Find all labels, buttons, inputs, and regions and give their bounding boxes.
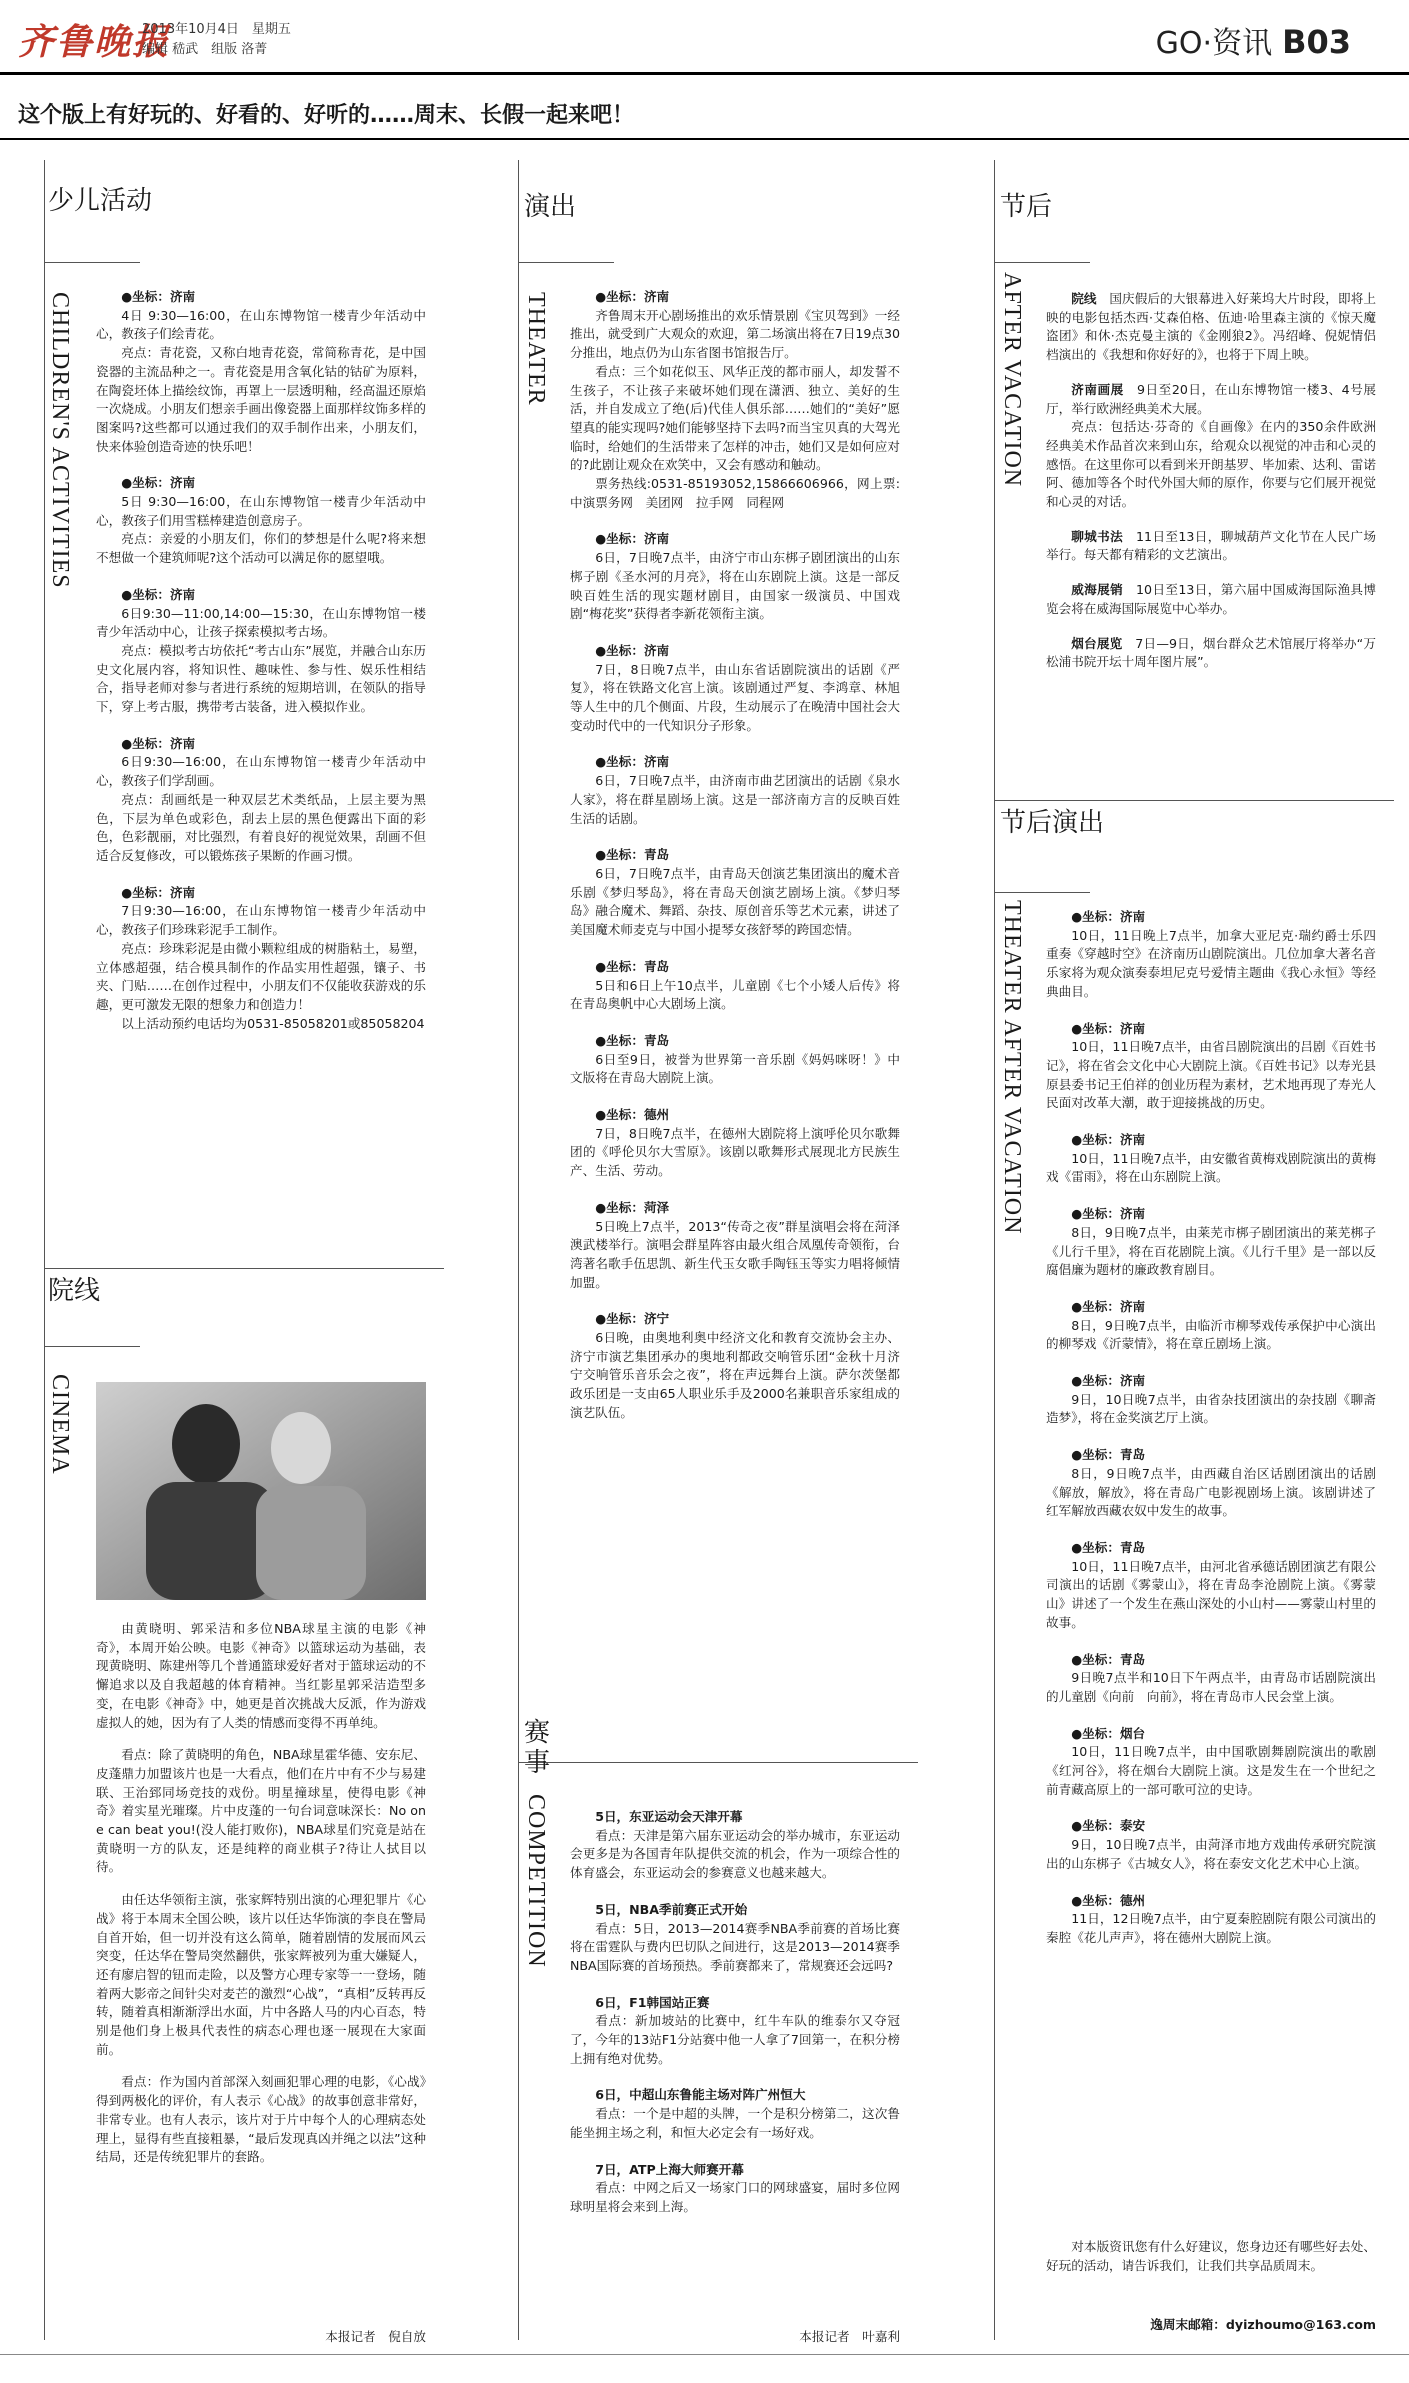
theater-item-text: 7日，8日晚7点半，在德州大剧院将上演呼伦贝尔歌舞团的《呼伦贝尔大雪原》。该剧以歌舞形式展现北方民族生产、生活、劳动。 [570, 1125, 900, 1179]
theater-after-item-text: 10日，11日晚7点半，由省吕剧院演出的吕剧《百姓书记》，将在省会文化中心大剧院上演。《百姓书记》以寿光县原县委书记王伯祥的创业历程为素材，艺术地再现了寿光人民面对改革大潮，敢于迎接挑战的历史。 [1046, 1039, 1376, 1111]
theater-after-item [1046, 1725, 1376, 1800]
theater-after-item-heading: ●坐标：泰安 [1071, 1818, 1146, 1834]
col3-left-rule [994, 160, 995, 2340]
theater-after-item [1046, 1131, 1376, 1187]
after-vacation-english-label: AFTER VACATION [999, 272, 1025, 488]
theater-english-label: THEATER [523, 292, 549, 406]
theater-item-heading: ●坐标：青岛 [595, 1032, 670, 1048]
theater-item [570, 846, 900, 940]
after-vacation-item [1046, 635, 1376, 672]
theater-item-text: 6日晚，由奥地利奥中经济文化和教育交流协会主办、济宁市演艺集团承办的奥地利都政交响管乐团“金秋十月济宁交响管乐音乐会之夜”，将在声远舞台上演。萨尔茨堡都政乐团是一支由65人职业乐手及2000名兼职音乐家组成的演艺队伍。 [570, 1330, 900, 1420]
competition-english-label: COMPETITION [523, 1794, 549, 1968]
cinema-label-rule [44, 1346, 140, 1347]
theater-item-text: 票务热线:0531-85193052,15866606966，网上票:中演票务网 美团网 拉手网 同程网 [570, 476, 900, 510]
theater-after-item-heading: ●坐标：青岛 [1071, 1539, 1146, 1555]
theater-label-rule [518, 262, 614, 263]
theater-item-heading: ●坐标：济南 [595, 754, 670, 770]
theater-after-item-heading: ●坐标：德州 [1071, 1892, 1146, 1908]
children-item-text: 7日9:30—16:00，在山东博物馆一楼青少年活动中心，教孩子们珍珠彩泥手工制作。 [96, 903, 426, 938]
after-vacation-item [1046, 581, 1376, 618]
children-item [96, 288, 426, 456]
children-item-heading: ●坐标：济南 [121, 586, 196, 602]
children-label: 少儿活动 [48, 186, 153, 216]
children-item [96, 735, 426, 866]
issue-date: 2013年10月4日 星期五 [142, 22, 291, 37]
after-vacation-item-text: 院线 国庆假后的大银幕进入好莱坞大片时段，即将上映的电影包括杰西·艾森伯格、伍迪·哈里森主演的《惊天魔盗团》和休·杰克曼主演的《金刚狼2》。冯绍峰、倪妮情侣档演出的《我想和你好好的》，也将于下周上映。 [1046, 291, 1376, 363]
cinema-paragraph: 由黄晓明、郭采洁和多位NBA球星主演的电影《神奇》，本周开始公映。电影《神奇》以篮球运动为基础，表现黄晓明、陈建州等几个普通篮球爱好者对于篮球运动的不懈追求以及自我超越的体育精神。当红影星郭采洁造型多变，在电影《神奇》中，她更是首次挑战大反派，作为游戏虚拟人的她，因为有了人类的情感而变得不再单纯。 [96, 1621, 426, 1730]
closing-note [1046, 2238, 1376, 2289]
children-item-text: 6日9:30—11:00,14:00—15:30，在山东博物馆一楼青少年活动中心，让孩子探索模拟考古场。 [96, 605, 426, 640]
theater-after-item-text: 10日，11日晚7点半，由安徽省黄梅戏剧院演出的黄梅戏《雷雨》，将在山东剧院上演。 [1046, 1150, 1376, 1185]
after-vacation-label: 节后 [1000, 192, 1053, 222]
theater-after-item-text: 9日，10日晚7点半，由菏泽市地方戏曲传承研究院演出的山东梆子《古城女人》，将在泰安文化艺术中心上演。 [1046, 1837, 1376, 1871]
theater-after-item [1046, 1651, 1376, 1707]
theater-after-item [1046, 1020, 1376, 1114]
after-vacation-item-heading: 院线 [1071, 291, 1110, 306]
cinema-paragraph: 看点：除了黄晓明的角色，NBA球星霍华德、安东尼、皮蓬鼎力加盟该片也是一大看点，他们在片中有不少与易建联、王治郅同场竞技的戏份。明星撞球星，使得电影《神奇》着实星光璀璨。片中皮蓬的一句台词意味深长：No one can beat you!(没人能打败你)，NBA球星们究竟是站在黄晓明一方的队友，还是纯粹的商业棋子?待让人拭目以待。 [96, 1747, 426, 1875]
email-line: 逸周末邮箱：dyizhoumo@163.com [1150, 2317, 1376, 2332]
theater-item [570, 958, 900, 1014]
theater-after-item-text: 10日，11日晚7点半，由中国歌剧舞剧院演出的歌剧《红河谷》，将在烟台大剧院上演。这是发生在一个世纪之前青藏高原上的一部可歌可泣的史诗。 [1046, 1744, 1376, 1797]
closing-text: 对本版资讯您有什么好建议，您身边还有哪些好去处、好玩的活动，请告诉我们，让我们共享品质周末。 [1046, 2239, 1376, 2273]
theater-item-heading: ●坐标：菏泽 [595, 1199, 670, 1215]
competition-item [570, 1901, 900, 1976]
theater-after-item [1046, 1205, 1376, 1280]
theater-item-text: 6日，7日晚7点半，由济宁市山东梆子剧团演出的山东梆子剧《圣水河的月亮》，将在山东剧院上演。这是一部反映百姓生活的现实题材剧目，由国家一级演员、中国戏剧“梅花奖”获得者李新花领衔主演。 [570, 550, 900, 622]
theater-item-text: 6日，7日晚7点半，由济南市曲艺团演出的话剧《泉水人家》，将在群星剧场上演。这是一部济南方言的反映百姓生活的话剧。 [570, 773, 900, 826]
children-item-text: 以上活动预约电话均为0531-85058201或85058204 [121, 1015, 425, 1031]
theater-after-item-heading: ●坐标：济南 [1071, 1298, 1146, 1314]
newspaper-logo: 齐鲁晚报 [18, 21, 171, 63]
competition-listings [570, 1808, 900, 2320]
children-item [96, 474, 426, 568]
cinema-articles [96, 1620, 426, 2320]
masthead [0, 0, 1409, 72]
competition-divider [518, 1762, 918, 1763]
theater-item [570, 1106, 900, 1181]
after-vacation-item-text: 聊城书法 11日至13日，聊城葫芦文化节在人民广场举行。每天都有精彩的文艺演出。 [1046, 528, 1376, 563]
cinema-divider [44, 1268, 444, 1269]
theater-item-heading: ●坐标：济宁 [595, 1311, 670, 1327]
section-title [1156, 18, 1351, 62]
competition-item [570, 1808, 900, 1883]
col1-left-rule [44, 160, 45, 2340]
theater-after-item-text: 8日，9日晚7点半，由临沂市柳琴戏传承保护中心演出的柳琴戏《沂蒙情》，将在章丘剧场上演。 [1046, 1317, 1376, 1352]
page-headline: 这个版上有好玩的、好看的、好听的……周末、长假一起来吧！ [18, 103, 635, 128]
bottom-rule [0, 2354, 1409, 2355]
children-item [96, 586, 426, 717]
competition-item-heading: 5日，NBA季前赛正式开始 [595, 1901, 748, 1917]
theater-after-item-heading: ●坐标：烟台 [1071, 1725, 1146, 1741]
theater-item [570, 530, 900, 624]
theater-item [570, 1310, 900, 1422]
theater-item-heading: ●坐标：济南 [595, 531, 670, 547]
section-name: GO·资讯 [1155, 26, 1273, 61]
theater-after-item-heading: ●坐标：青岛 [1071, 1447, 1146, 1463]
children-item [96, 884, 426, 1034]
theater-item-heading: ●坐标：济南 [595, 289, 670, 304]
theater-after-item-heading: ●坐标：济南 [1071, 1206, 1146, 1222]
competition-item-text: 看点：新加坡站的比赛中，红牛车队的维泰尔又夺冠了，今年的13站F1分站赛中他一人拿了7回第一，在积分榜上拥有绝对优势。 [570, 2013, 900, 2066]
children-english-label: CHILDREN'S ACTIVITIES [47, 292, 73, 589]
cinema-paragraph: 由任达华领衔主演，张家辉特别出演的心理犯罪片《心战》将于本周末全国公映，该片以任达华饰演的李良在警局自首开始，但一切并没有这么简单，随着剧情的发展而风云突变，任达华在警局突然翻供，张家辉被列为重大嫌疑人，还有廖启智的钮而走险，以及警方心理专家等一一登场，随着两大影帝之间针尖对麦芒的激烈“心战”，“真相”反转再反转，随着真相渐渐浮出水面，片中各路人马的内心百态，特别是他们身上极具代表性的病态心理也逐一展现在大家面前。 [96, 1892, 426, 2057]
theater-after-item [1046, 1446, 1376, 1521]
competition-item-text: 看点：一个是中超的头牌，一个是积分榜第二，这次鲁能坐拥主场之利，和恒大必定会有一场好戏。 [570, 2106, 900, 2140]
movie-still-photo [96, 1382, 426, 1600]
competition-item-heading: 6日，中超山东鲁能主场对阵广州恒大 [595, 2087, 806, 2103]
theater-item [570, 753, 900, 828]
children-item-heading: ●坐标：济南 [121, 475, 196, 491]
col2-left-rule [518, 160, 519, 2340]
theater-item-text: 5日和6日上午10点半，儿童剧《七个小矮人后传》将在青岛奥帆中心大剧场上演。 [570, 977, 900, 1012]
children-item-text: 5日 9:30—16:00，在山东博物馆一楼青少年活动中心，教孩子们用雪糕棒建造创意房子。 [96, 494, 426, 528]
theater-after-item-text: 11日，12日晚7点半，由宁夏秦腔剧院有限公司演出的秦腔《花儿声声》，将在德州大剧院上演。 [1046, 1911, 1376, 1945]
theater-listings [570, 288, 900, 1738]
after-vacation-item-heading: 威海展销 [1071, 582, 1137, 598]
competition-item-heading: 6日，F1韩国站正赛 [595, 1994, 710, 2010]
theater-item [570, 1032, 900, 1088]
theater-item [570, 288, 900, 512]
cinema-english-label: CINEMA [47, 1374, 73, 1475]
children-item-text: 亮点：模拟考古坊依托“考古山东”展览，并融合山东历史文化展内容，将知识性、趣味性、参与性、娱乐性相结合，指导老师对参与者进行系统的短期培训，在领队的指导下，穿上考古服，携带考古装备，进入模拟作业。 [96, 642, 426, 715]
theater-after-divider [994, 800, 1394, 801]
theater-item [570, 642, 900, 736]
after-vacation-item-text: 威海展销 10日至13日，第六届中国威海国际渔具博览会将在威海国际展览中心举办。 [1046, 582, 1376, 616]
theater-after-item-text: 8日，9日晚7点半，由莱芜市梆子剧团演出的莱芜梆子《儿行千里》，将在百花剧院上演。《儿行千里》是一部以反腐倡廉为题材的廉政教育剧目。 [1046, 1224, 1376, 1278]
children-item-text: 亮点：亲爱的小朋友们，你们的梦想是什么呢?将来想不想做一个建筑师呢?这个活动可以满足你的愿望哦。 [96, 531, 426, 566]
competition-item [570, 2161, 900, 2217]
after-vacation-listings [1046, 290, 1376, 810]
theater-item [570, 1199, 900, 1293]
theater-after-item [1046, 1539, 1376, 1633]
theater-after-item [1046, 1298, 1376, 1354]
theater-after-item-text: 8日，9日晚7点半，由西藏自治区话剧团演出的话剧《解放，解放》，将在青岛广电影视剧场上演。该剧讲述了红军解放西藏农奴中发生的故事。 [1046, 1465, 1376, 1519]
theater-item-text: 6日，7日晚7点半，由青岛天创演艺集团演出的魔术音乐剧《梦归琴岛》，将在青岛天创演艺剧场上演。《梦归琴岛》融合魔术、舞蹈、杂技、原创音乐等艺术元素，讲述了美国魔术师麦克与中国小提琴女孩舒琴的跨国恋情。 [570, 865, 900, 938]
cinema-reporter: 本报记者 倪自放 [325, 2329, 426, 2344]
after-vacation-item-heading: 济南画展 [1071, 381, 1137, 397]
competition-reporter: 本报记者 叶嘉利 [799, 2329, 900, 2344]
theater-after-english-label: THEATER AFTER VACATION [999, 900, 1025, 1235]
after-vacation-item [1046, 528, 1376, 565]
theater-item-text: 7日，8日晚7点半，由山东省话剧院演出的话剧《严复》，将在铁路文化宫上演。该剧通过严复、李鸿章、林旭等人生中的几个侧面、片段，生动展示了在晚清中国社会大变动时代中的一代知识分子形象。 [570, 661, 900, 733]
theater-item-text: 5日晚上7点半，2013“传奇之夜”群星演唱会将在菏泽澳武楼举行。演唱会群星阵容由最火组合凤凰传奇领衔，台湾著名歌手伍思凯、新生代玉女歌手陶钰玉等实力唱将倾情加盟。 [570, 1218, 900, 1290]
cinema-label: 院线 [48, 1276, 101, 1306]
after-vacation-item-text: 济南画展 9日至20日，在山东博物馆一楼3、4号展厅，举行欧洲经典美术大展。 [1046, 381, 1376, 416]
competition-item-text: 看点：5日，2013—2014赛季NBA季前赛的首场比赛将在雷霆队与费内巴切队之间进行，这是2013—2014赛季NBA国际赛的首场预热。季前赛都来了，常规赛还会远吗? [570, 1920, 900, 1973]
theater-item-heading: ●坐标：济南 [595, 642, 670, 658]
editors-line: 编辑 嵇武 组版 洛菁 [142, 42, 268, 57]
children-item-text: 亮点：珍珠彩泥是由微小颗粒组成的树脂粘土，易塑，立体感超强，结合模具制作的作品实用性超强，镶子、书夹、门贴……在创作过程中，小朋友们不仅能收获游戏的乐趣，更可激发无限的想象力和创造力！ [96, 940, 426, 1012]
theater-after-item [1046, 1372, 1376, 1428]
after-vacation-item-text: 烟台展览 7日—9日，烟台群众艺术馆展厅将举办“万松浦书院开坛十周年图片展”。 [1046, 635, 1376, 670]
top-rule [0, 72, 1409, 75]
theater-after-item-heading: ●坐标：济南 [1071, 1132, 1146, 1148]
theater-after-label-rule [994, 892, 1090, 893]
competition-item-heading: 5日，东亚运动会天津开幕 [595, 1809, 743, 1824]
competition-item [570, 2086, 900, 2142]
competition-label: 赛事 [524, 1718, 551, 1778]
theater-after-item-text: 9日，10日晚7点半，由省杂技团演出的杂技剧《聊斋造梦》，将在金奖演艺厅上演。 [1046, 1391, 1376, 1426]
theater-after-item [1046, 1817, 1376, 1873]
children-item-heading: ●坐标：济南 [121, 735, 196, 751]
after-vacation-item-heading: 聊城书法 [1071, 528, 1137, 544]
after-vacation-item-detail: 亮点：包括达·芬奇的《自画像》在内的350余件欧洲经典美术作品首次来到山东，给观众以视觉的冲击和心灵的感悟。在这里你可以看到米开朗基罗、毕加索、达利、雷诺阿、德加等各个时代外国大师的原作，你要与它们展开视觉和心灵的对话。 [1046, 419, 1376, 510]
theater-after-listings [1046, 908, 1376, 2198]
competition-item-text: 看点：中网之后又一场家门口的网球盛宴，届时多位网球明星将会来到上海。 [570, 2180, 900, 2214]
children-item-heading: ●坐标：济南 [121, 289, 196, 304]
theater-after-item [1046, 908, 1376, 1002]
after-vacation-item [1046, 290, 1376, 365]
children-item-heading: ●坐标：济南 [121, 884, 196, 900]
after-vacation-item [1046, 381, 1376, 512]
competition-item [570, 1994, 900, 2069]
after-vacation-item-heading: 烟台展览 [1071, 635, 1136, 651]
movie-still-image [96, 1382, 426, 1600]
theater-item-heading: ●坐标：青岛 [595, 958, 670, 974]
competition-item-text: 看点：天津是第六届东亚运动会的举办城市，东亚运动会更多是为各国青年队提供交流的机会，作为一项综合性的体育盛会，东亚运动会的参赛意义也越来越大。 [570, 1827, 900, 1881]
competition-item-heading: 7日，ATP上海大师赛开幕 [595, 2161, 744, 2177]
theater-after-item-heading: ●坐标：济南 [1071, 909, 1146, 924]
theater-after-item [1046, 1892, 1376, 1948]
children-item-text: 6日9:30—16:00，在山东博物馆一楼青少年活动中心，教孩子们学刮画。 [96, 754, 426, 789]
children-label-rule [44, 262, 140, 263]
children-listings [96, 288, 426, 1248]
children-item-text: 4日 9:30—16:00，在山东博物馆一楼青少年活动中心，教孩子们绘青花。 [96, 307, 426, 342]
theater-item-text: 齐鲁周末开心剧场推出的欢乐情景剧《宝贝驾到》一经推出，就受到广大观众的欢迎，第二场演出将在7日19点30分推出，地点仍为山东省图书馆报告厅。 [570, 307, 900, 361]
theater-after-item-heading: ●坐标：济南 [1071, 1373, 1146, 1389]
cinema-paragraph: 看点：作为国内首部深入刻画犯罪心理的电影，《心战》得到两极化的评价，有人表示《心战》的故事创意非常好，非常专业。也有人表示，该片对于片中每个人的心理病态处理上，显得有些直接粗暴，“最后发现真凶并绳之以法”这种结局，还是传统犯罪片的套路。 [96, 2074, 426, 2165]
children-item-text: 亮点：刮画纸是一种双层艺术类纸品，上层主要为黑色，下层为单色或彩色，刮去上层的黑色便露出下面的彩色，色彩靓丽，对比强烈，有着良好的视觉效果，刮画不但适合反复修改，可以锻炼孩子果断的作画习惯。 [96, 791, 426, 863]
children-item-text: 亮点：青花瓷，又称白地青花瓷，常简称青花，是中国瓷器的主流品种之一。青花瓷是用含氧化钴的钴矿为原料，在陶瓷坯体上描绘纹饰，再罩上一层透明釉，经高温还原焰一次烧成。小朋友们想亲手画出像瓷器上面那样纹饰多样的图案吗?这些都可以通过我们的双手制作出来，小朋友们，快来体验创造奇迹的快乐吧！ [96, 345, 426, 454]
theater-after-item-heading: ●坐标：青岛 [1071, 1651, 1146, 1667]
theater-item-text: 6日至9日，被誉为世界第一音乐剧《妈妈咪呀！》中文版将在青岛大剧院上演。 [570, 1051, 900, 1086]
theater-after-label: 节后演出 [1000, 808, 1105, 838]
theater-label: 演出 [524, 192, 577, 222]
theater-item-heading: ●坐标：德州 [595, 1107, 670, 1123]
headline-rule [0, 138, 1409, 140]
theater-after-item-text: 9日晚7点半和10日下午两点半，由青岛市话剧院演出的儿童剧《向前 向前》，将在青岛市人民会堂上演。 [1046, 1670, 1376, 1704]
theater-item-heading: ●坐标：青岛 [595, 847, 670, 863]
after-vacation-label-rule [994, 262, 1090, 263]
theater-after-item-text: 10日，11日晚7点半，由河北省承德话剧团演艺有限公司演出的话剧《雾蒙山》，将在青岛李沧剧院上演。《雾蒙山》讲述了一个发生在燕山深处的小山村——雾蒙山村里的故事。 [1046, 1558, 1376, 1630]
theater-item-text: 看点：三个如花似玉、风华正茂的都市丽人，却发誓不生孩子，不让孩子来破坏她们现在潇洒、独立、美好的生活，并自发成立了绝(后)代佳人俱乐部……她们的“美好”愿望真的能实现吗?她们能够坚持下去吗?而当宝贝真的大驾光临时，给她们的生活带来了怎样的冲击，她们又是如何应对的?此剧让观众在欢笑中，又会有感动和触动。 [570, 363, 900, 473]
theater-after-item-heading: ●坐标：济南 [1071, 1020, 1146, 1036]
page-number: B03 [1282, 23, 1351, 61]
theater-after-item-text: 10日，11日晚上7点半，加拿大亚尼克·瑞约爵士乐四重奏《穿越时空》在济南历山剧院演出。几位加拿大著名音乐家将为观众演奏泰坦尼克号爱情主题曲《我心永恒》等经典曲目。 [1046, 927, 1376, 999]
